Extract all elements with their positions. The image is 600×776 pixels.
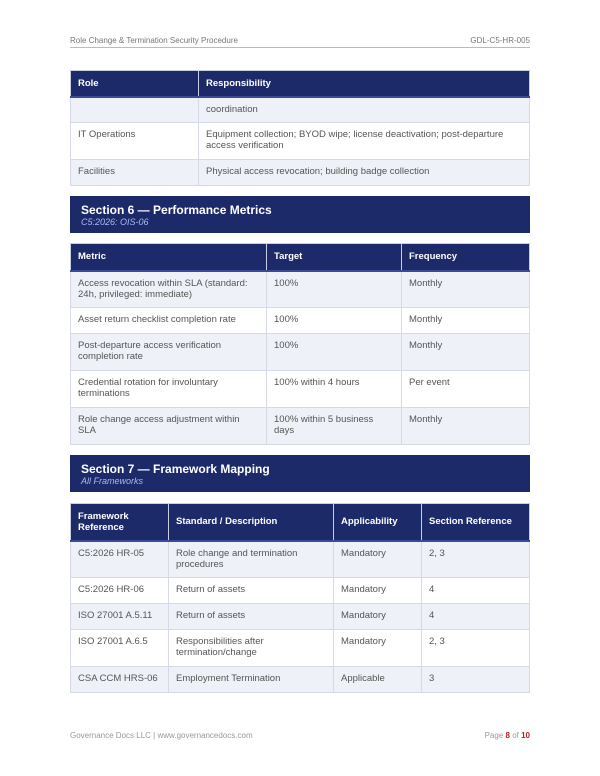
column-header: Framework Reference <box>71 504 169 541</box>
document-title: Role Change & Termination Security Procedure <box>70 36 238 45</box>
table-cell: C5:2026 HR-05 <box>71 541 169 578</box>
table-cell: Access revocation within SLA (standard: 24h, privileged: immediate) <box>71 271 267 308</box>
column-header: Frequency <box>402 244 530 271</box>
table-cell: Monthly <box>402 334 530 371</box>
table-cell: ISO 27001 A.6.5 <box>71 630 169 667</box>
table-cell: Applicable <box>334 667 422 693</box>
table-row <box>71 667 530 693</box>
page-of: of <box>512 731 519 740</box>
header-divider <box>70 47 530 48</box>
column-header: Target <box>267 244 402 271</box>
section-6-banner <box>70 196 530 233</box>
column-header: Applicability <box>334 504 422 541</box>
table-cell: Mandatory <box>334 578 422 604</box>
table-cell: IT Operations <box>71 123 199 160</box>
table-cell: 100% <box>267 271 402 308</box>
table-cell: coordination <box>199 97 530 123</box>
page-header <box>70 36 530 45</box>
table-cell: Post-departure access verification completion rate <box>71 334 267 371</box>
table-cell: 2, 3 <box>422 541 530 578</box>
table-cell: Per event <box>402 371 530 408</box>
table-row <box>71 630 530 667</box>
table-cell: Mandatory <box>334 604 422 630</box>
table-cell: 100% within 5 business days <box>267 408 402 445</box>
table-cell: Asset return checklist completion rate <box>71 308 267 334</box>
column-header: Standard / Description <box>169 504 334 541</box>
table-row <box>71 160 530 186</box>
page-label: Page <box>484 731 504 740</box>
column-header: Responsibility <box>199 71 530 97</box>
table-cell: 4 <box>422 578 530 604</box>
table-cell <box>71 97 199 123</box>
framework-mapping-table <box>70 503 530 693</box>
table-cell: ISO 27001 A.5.11 <box>71 604 169 630</box>
table-cell: CSA CCM HRS-06 <box>71 667 169 693</box>
table-cell: Role change access adjustment within SLA <box>71 408 267 445</box>
table-cell: Equipment collection; BYOD wipe; license deactivation; post-departure access verification <box>199 123 530 160</box>
table-cell: C5:2026 HR-06 <box>71 578 169 604</box>
table-row <box>71 97 530 123</box>
page-current: 8 <box>505 731 510 740</box>
section-7-banner <box>70 455 530 492</box>
table-cell: 4 <box>422 604 530 630</box>
table-cell: 3 <box>422 667 530 693</box>
table-header-row <box>71 71 530 97</box>
table-cell: Facilities <box>71 160 199 186</box>
table-cell: 2, 3 <box>422 630 530 667</box>
table-cell: 100% within 4 hours <box>267 371 402 408</box>
performance-metrics-table <box>70 243 530 445</box>
table-row <box>71 408 530 445</box>
table-row <box>71 541 530 578</box>
table-row <box>71 271 530 308</box>
section-subtitle: C5:2026: OIS-06 <box>81 217 149 227</box>
section-title: Section 7 — Framework Mapping <box>81 462 270 476</box>
footer-company: Governance Docs LLC | www.governancedocs.com <box>70 731 253 740</box>
table-cell: 100% <box>267 334 402 371</box>
document-code: GDL-C5-HR-005 <box>470 36 530 45</box>
roles-table <box>70 70 530 186</box>
table-row <box>71 123 530 160</box>
table-cell: Responsibilities after termination/change <box>169 630 334 667</box>
page-number <box>485 731 530 740</box>
section-subtitle: All Frameworks <box>81 476 144 486</box>
table-header-row <box>71 504 530 541</box>
table-row <box>71 371 530 408</box>
table-cell: Return of assets <box>169 578 334 604</box>
table-header-row <box>71 244 530 271</box>
table-cell: Mandatory <box>334 630 422 667</box>
table-cell: Monthly <box>402 308 530 334</box>
table-cell: Employment Termination <box>169 667 334 693</box>
section-title: Section 6 — Performance Metrics <box>81 203 272 217</box>
page-footer <box>70 731 530 740</box>
table-cell: Monthly <box>402 408 530 445</box>
table-cell: Credential rotation for involuntary terminations <box>71 371 267 408</box>
table-cell: Physical access revocation; building badge collection <box>199 160 530 186</box>
table-row <box>71 334 530 371</box>
table-row <box>71 604 530 630</box>
table-cell: 100% <box>267 308 402 334</box>
table-cell: Return of assets <box>169 604 334 630</box>
table-cell: Monthly <box>402 271 530 308</box>
table-row <box>71 308 530 334</box>
table-cell: Mandatory <box>334 541 422 578</box>
column-header: Metric <box>71 244 267 271</box>
page-total: 10 <box>521 731 530 740</box>
table-row <box>71 578 530 604</box>
table-cell: Role change and termination procedures <box>169 541 334 578</box>
column-header: Section Reference <box>422 504 530 541</box>
column-header: Role <box>71 71 199 97</box>
